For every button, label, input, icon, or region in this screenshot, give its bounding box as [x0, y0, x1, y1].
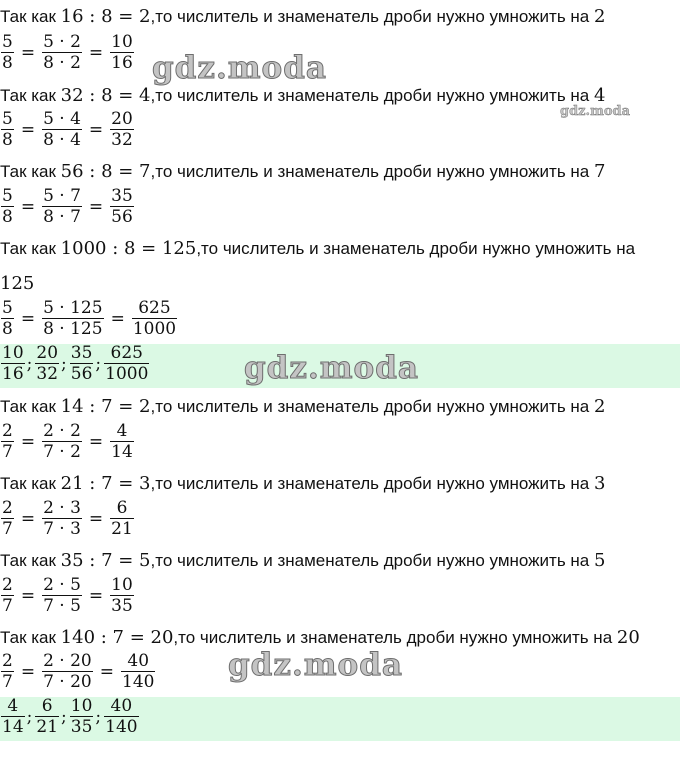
numerator: 6: [116, 498, 128, 518]
fraction: [103, 344, 150, 383]
fraction: [41, 110, 83, 149]
fraction: [109, 110, 135, 149]
division-expression: 16 : 8 = 2: [60, 6, 151, 27]
fraction-equation: [0, 187, 135, 226]
equals-sign: =: [20, 585, 36, 606]
explanation-text: ,то числитель и знаменатель дроби нужно умножить на: [173, 628, 617, 647]
fraction: [120, 652, 156, 691]
denominator: 56: [70, 364, 93, 384]
division-expression: 1000 : 8 = 125: [60, 238, 197, 259]
fraction: [109, 422, 135, 461]
fraction: [69, 697, 95, 736]
fraction-equation: [0, 499, 135, 538]
explanation-line-wrap: [0, 274, 34, 295]
denominator: 16: [111, 53, 133, 73]
fraction: [41, 187, 83, 226]
numerator: 20: [36, 343, 59, 363]
denominator: 8: [2, 207, 13, 227]
fraction: [109, 499, 135, 538]
fraction: [109, 33, 135, 72]
fraction: [41, 299, 104, 338]
separator: ;: [26, 353, 33, 374]
numerator: 40: [127, 651, 150, 671]
fraction-equation: [0, 110, 135, 149]
separator: ;: [26, 706, 33, 727]
equals-sign: =: [20, 196, 36, 217]
fraction: [0, 33, 15, 72]
denominator: 140: [122, 672, 155, 692]
numerator: 10: [111, 575, 133, 595]
fraction-equation: [0, 576, 135, 615]
division-expression: 32 : 8 = 4: [60, 85, 151, 106]
denominator: 16: [2, 364, 24, 384]
numerator: 5 · 4: [43, 109, 81, 129]
explanation-line: [0, 162, 605, 183]
division-expression: 21 : 7 = 3: [60, 473, 151, 494]
explanation-line: [0, 239, 635, 260]
denominator: 32: [36, 364, 59, 384]
division-expression: 140 : 7 = 20: [60, 627, 174, 648]
numerator: 40: [110, 696, 133, 716]
numerator: 5 · 2: [43, 32, 81, 52]
denominator: 35: [111, 596, 133, 616]
numerator: 10: [2, 343, 24, 363]
explanation-prefix: Так как: [0, 397, 61, 416]
multiplier: 2: [593, 396, 606, 417]
numerator: 2: [2, 498, 13, 518]
multiplier: 4: [593, 85, 606, 106]
numerator: 35: [111, 186, 133, 206]
numerator: 2 · 3: [43, 498, 81, 518]
multiplier: 2: [593, 6, 606, 27]
fraction: [34, 344, 60, 383]
explanation-text: ,то числитель и знаменатель дроби нужно умножить на: [150, 86, 594, 105]
numerator: 35: [70, 343, 93, 363]
explanation-line: [0, 551, 605, 572]
denominator: 8 · 2: [43, 53, 81, 73]
denominator: 21: [111, 519, 133, 539]
division-expression: 35 : 7 = 5: [60, 550, 151, 571]
fraction: [34, 697, 60, 736]
fraction: [0, 187, 15, 226]
numerator: 625: [110, 343, 143, 363]
numerator: 2: [2, 651, 13, 671]
numerator: 20: [111, 109, 133, 129]
denominator: 8: [2, 130, 13, 150]
equals-sign: =: [88, 42, 104, 63]
fraction: [109, 576, 135, 615]
explanation-text: ,то числитель и знаменатель дроби нужно умножить на: [150, 162, 594, 181]
explanation-text: ,то числитель и знаменатель дроби нужно умножить на: [150, 397, 594, 416]
multiplier: 7: [593, 161, 606, 182]
watermark-logo: gdz.moda: [228, 647, 403, 683]
watermark-logo: gdz.moda: [152, 50, 327, 86]
explanation-prefix: Так как: [0, 551, 61, 570]
fraction-equation: [0, 422, 135, 461]
multiplier: 3: [593, 473, 606, 494]
watermark-logo: gdz.moda: [244, 350, 419, 386]
separator: ;: [61, 706, 67, 727]
explanation-text: ,то числитель и знаменатель дроби нужно умножить на: [150, 474, 594, 493]
equals-sign: =: [88, 585, 104, 606]
numerator: 2 · 20: [43, 651, 92, 671]
denominator: 8 · 125: [43, 319, 103, 339]
numerator: 4: [116, 421, 128, 441]
denominator: 32: [111, 130, 133, 150]
numerator: 4: [7, 696, 19, 716]
denominator: 7 · 5: [43, 596, 81, 616]
numerator: 2: [2, 575, 13, 595]
explanation-prefix: Так как: [0, 239, 61, 258]
equals-sign: =: [20, 661, 36, 682]
result-fractions: [0, 344, 150, 383]
explanation-prefix: Так как: [0, 474, 61, 493]
fraction: [0, 299, 15, 338]
denominator: 7: [2, 672, 13, 692]
denominator: 8: [2, 53, 13, 73]
explanation-prefix: Так как: [0, 86, 61, 105]
fraction-equation: [0, 652, 156, 691]
numerator: 2: [2, 421, 13, 441]
denominator: 8 · 4: [43, 130, 81, 150]
denominator: 56: [111, 207, 133, 227]
fraction: [0, 576, 15, 615]
equals-sign: =: [88, 508, 104, 529]
separator: ;: [61, 353, 67, 374]
fraction: [41, 652, 94, 691]
denominator: 7: [2, 519, 13, 539]
equals-sign: =: [99, 661, 114, 682]
equals-sign: =: [20, 431, 36, 452]
denominator: 35: [70, 717, 93, 737]
explanation-line: [0, 7, 605, 28]
fraction-equation: [0, 299, 178, 338]
equals-sign: =: [20, 42, 36, 63]
separator: ;: [95, 353, 102, 374]
fraction: [109, 187, 135, 226]
denominator: 1000: [132, 319, 177, 339]
denominator: 7 · 3: [43, 519, 81, 539]
numerator: 625: [138, 298, 171, 318]
multiplier: 5: [593, 550, 606, 571]
fraction: [0, 422, 15, 461]
fraction-equation: [0, 33, 135, 72]
result-fractions: [0, 697, 140, 736]
equals-sign: =: [110, 308, 125, 329]
fraction: [0, 499, 15, 538]
explanation-text: ,то числитель и знаменатель дроби нужно умножить на: [196, 239, 636, 258]
numerator: 5 · 7: [43, 186, 81, 206]
explanation-prefix: Так как: [0, 628, 61, 647]
numerator: 10: [70, 696, 93, 716]
denominator: 8 · 7: [43, 207, 81, 227]
explanation-line: [0, 474, 605, 495]
fraction: [69, 344, 95, 383]
numerator: 5: [2, 32, 13, 52]
equals-sign: =: [20, 508, 36, 529]
fraction: [41, 576, 83, 615]
numerator: 2 · 5: [43, 575, 81, 595]
watermark-logo: gdz.moda: [560, 104, 631, 119]
denominator: 8: [2, 319, 13, 339]
explanation-line: [0, 86, 605, 107]
fraction: [0, 652, 15, 691]
separator: ;: [95, 706, 102, 727]
explanation-prefix: Так как: [0, 7, 61, 26]
fraction: [131, 299, 178, 338]
fraction: [103, 697, 139, 736]
equals-sign: =: [20, 119, 36, 140]
division-expression: 56 : 8 = 7: [60, 161, 151, 182]
fraction: [0, 110, 15, 149]
fraction: [0, 344, 26, 383]
equals-sign: =: [88, 431, 104, 452]
equals-sign: =: [88, 119, 104, 140]
denominator: 14: [2, 717, 24, 737]
denominator: 7 · 20: [43, 672, 92, 692]
denominator: 14: [111, 442, 133, 462]
numerator: 5 · 125: [43, 298, 103, 318]
denominator: 1000: [105, 364, 149, 384]
numerator: 5: [2, 186, 13, 206]
denominator: 7: [2, 596, 13, 616]
explanation-line: [0, 397, 605, 418]
equals-sign: =: [88, 196, 104, 217]
denominator: 7: [2, 442, 13, 462]
explanation-text: ,то числитель и знаменатель дроби нужно умножить на: [150, 551, 594, 570]
explanation-prefix: Так как: [0, 162, 61, 181]
explanation-line: [0, 628, 640, 649]
multiplier: 20: [616, 627, 640, 648]
fraction: [41, 33, 83, 72]
denominator: 21: [36, 717, 59, 737]
numerator: 10: [111, 32, 133, 52]
multiplier: 125: [0, 273, 35, 294]
fraction: [41, 422, 83, 461]
numerator: 5: [2, 109, 13, 129]
denominator: 7 · 2: [43, 442, 81, 462]
fraction: [41, 499, 83, 538]
numerator: 6: [41, 696, 53, 716]
explanation-text: ,то числитель и знаменатель дроби нужно умножить на: [150, 7, 594, 26]
division-expression: 14 : 7 = 2: [60, 396, 151, 417]
fraction: [0, 697, 26, 736]
numerator: 2 · 2: [43, 421, 81, 441]
equals-sign: =: [20, 308, 36, 329]
numerator: 5: [2, 298, 13, 318]
denominator: 140: [105, 717, 138, 737]
